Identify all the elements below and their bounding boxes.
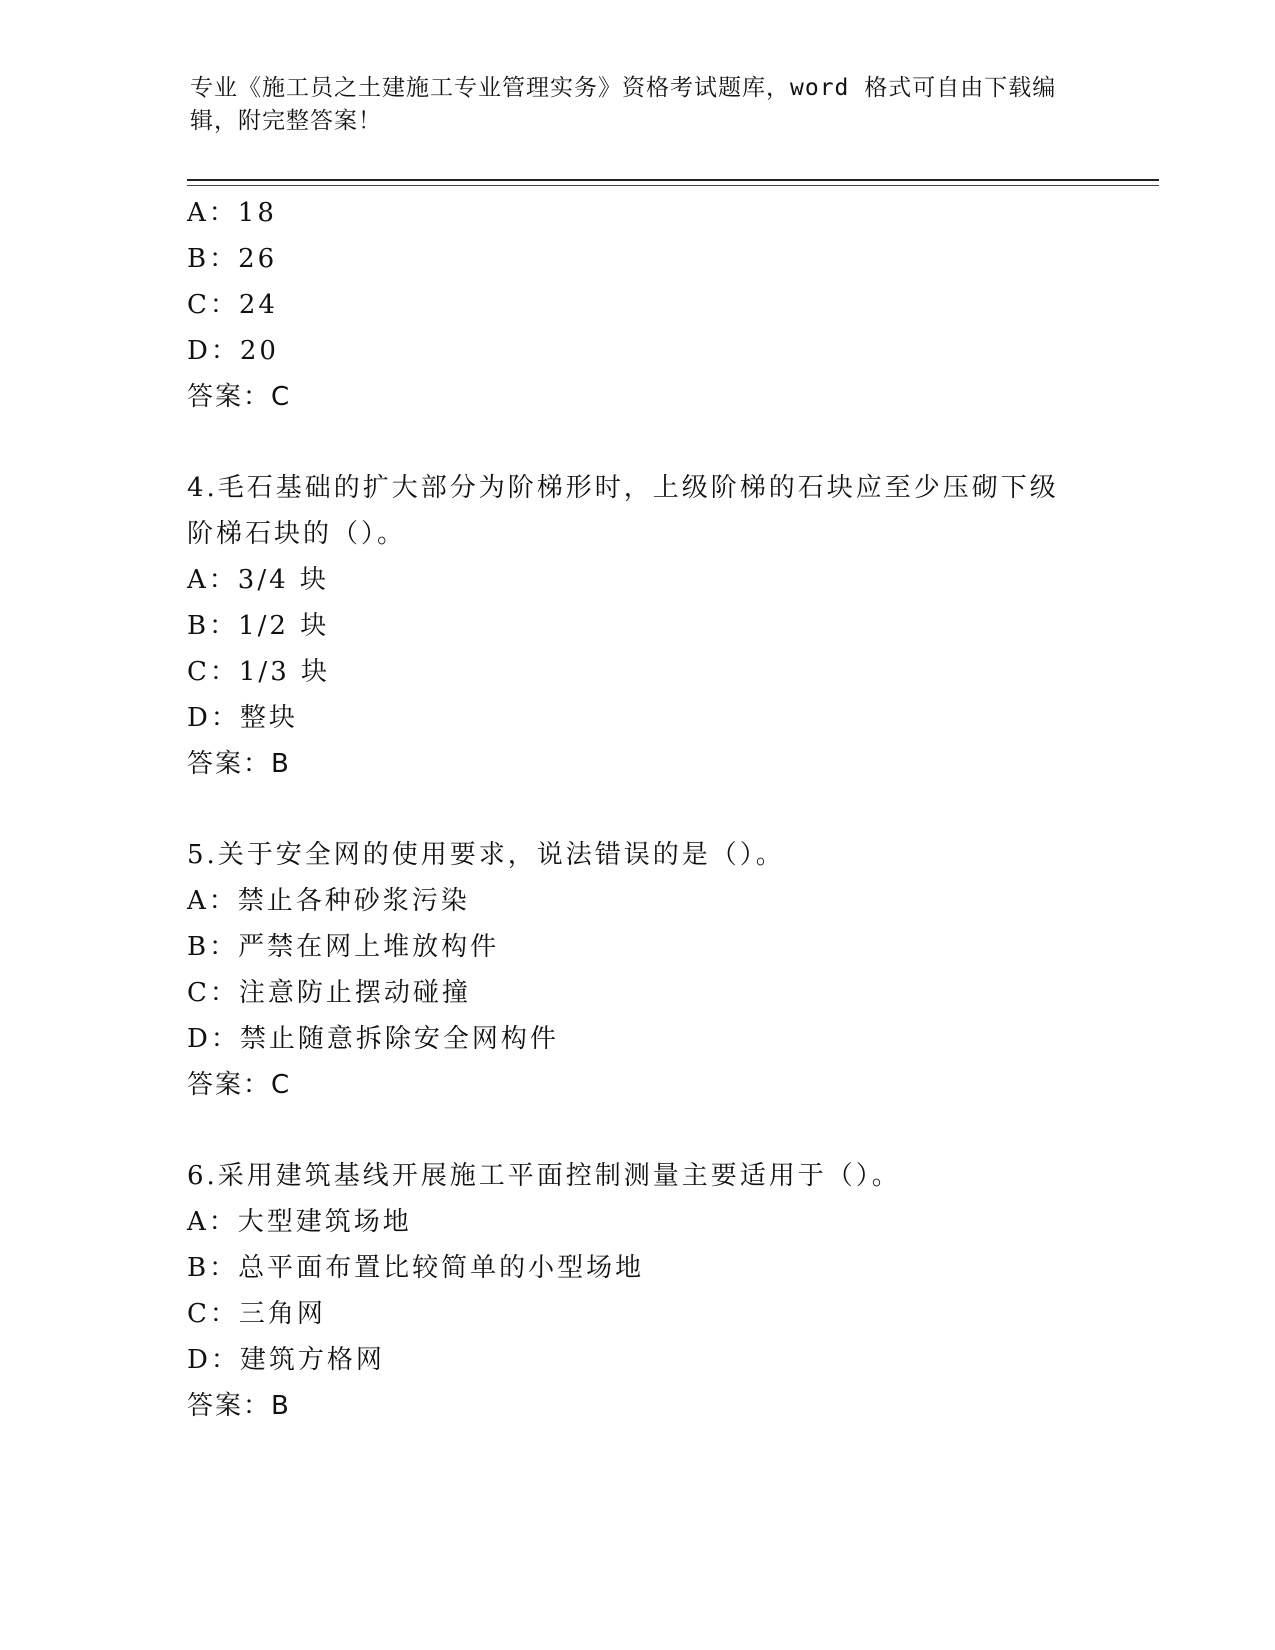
question-3-option-d: D：20 xyxy=(187,336,279,366)
header-divider-thick xyxy=(187,179,1159,181)
header-line-2: 辑，附完整答案！ xyxy=(190,108,382,134)
question-4-option-a: A：3/4 块 xyxy=(187,565,329,595)
question-4-stem-line-1: 4.毛石基础的扩大部分为阶梯形时，上级阶梯的石块应至少压砌下级 xyxy=(187,473,1059,503)
question-4-option-b: B：1/2 块 xyxy=(187,611,330,641)
question-4-answer: 答案：B xyxy=(187,749,291,779)
question-4-option-c: C：1/3 块 xyxy=(187,657,331,687)
question-4-stem-line-2: 阶梯石块的（）。 xyxy=(187,519,407,549)
spacer xyxy=(187,1108,1087,1153)
question-content xyxy=(187,190,1087,1429)
question-4-option-d: D：整块 xyxy=(187,703,298,733)
question-5-block xyxy=(187,832,1087,1108)
document-header xyxy=(190,72,1090,138)
question-3-option-c: C：24 xyxy=(187,290,278,320)
spacer xyxy=(187,420,1087,465)
question-6-option-a: A：大型建筑场地 xyxy=(187,1207,412,1237)
header-line-1: 专业《施工员之土建施工专业管理实务》资格考试题库，word 格式可自由下载编 xyxy=(190,75,1057,101)
question-6-block xyxy=(187,1153,1087,1429)
question-3-answer: 答案：C xyxy=(187,382,292,412)
question-3-block xyxy=(187,190,1087,420)
question-6-answer: 答案：B xyxy=(187,1391,291,1421)
spacer xyxy=(187,787,1087,832)
question-5-stem: 5.关于安全网的使用要求，说法错误的是（）。 xyxy=(187,840,785,870)
question-5-option-d: D：禁止随意拆除安全网构件 xyxy=(187,1024,559,1054)
question-6-option-d: D：建筑方格网 xyxy=(187,1345,385,1375)
question-3-option-a: A：18 xyxy=(187,198,277,228)
question-5-option-b: B：严禁在网上堆放构件 xyxy=(187,932,500,962)
question-4-block xyxy=(187,465,1087,787)
question-6-option-b: B：总平面布置比较简单的小型场地 xyxy=(187,1253,645,1283)
question-5-answer: 答案：C xyxy=(187,1070,292,1100)
question-6-option-c: C：三角网 xyxy=(187,1299,326,1329)
question-5-option-a: A：禁止各种砂浆污染 xyxy=(187,886,470,916)
question-3-option-b: B：26 xyxy=(187,244,278,274)
question-6-stem: 6.采用建筑基线开展施工平面控制测量主要适用于（）。 xyxy=(187,1161,901,1191)
question-5-option-c: C：注意防止摆动碰撞 xyxy=(187,978,471,1008)
header-divider-thin xyxy=(187,185,1159,186)
